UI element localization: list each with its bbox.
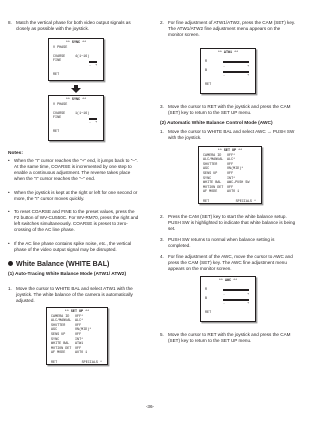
b-label: B: [205, 297, 208, 302]
ret-option: RET: [53, 73, 60, 78]
down-arrow-icon: [71, 88, 81, 93]
setup-item-value: INT*: [227, 176, 236, 181]
step-number: 2.: [160, 214, 164, 219]
plus-sign: +: [247, 301, 249, 306]
step-number: 1.: [160, 129, 164, 134]
note-item: [8, 241, 140, 253]
minus-sign: -: [223, 301, 225, 306]
sync-menu-screen-2: [48, 95, 104, 141]
step-text: For fine adjustment of the AWC, move the cursor to AWC and press the CAM (SET) key. The AWC fine adjustment menu appears on the monitor screen.: [168, 254, 293, 271]
ret-option: RET: [205, 311, 212, 316]
awc-menu-screen: [200, 276, 256, 322]
step-4b: [160, 254, 296, 272]
setup-item-label: WHITE BAL: [51, 342, 70, 347]
step-2: [160, 20, 296, 38]
setup-item-label: MOTION DET: [51, 346, 72, 351]
setup-item-value: ATW1: [75, 342, 84, 347]
setup-item-value: ON(MID)*: [227, 167, 244, 172]
note-text: To reset COARSE and FINE to the preset values, press the F2 button of WV-CU550C. For WV-RM70, press the right and left switches simultaneously. COARSE is preset to zero-crossing of the AC line phase.: [14, 209, 139, 232]
step-1b: [160, 129, 296, 141]
sync-menu-screen-1: [48, 38, 104, 81]
screen-title: ** SET UP **: [217, 149, 243, 153]
setup-item-value: OFF: [227, 171, 234, 176]
minus-sign: -: [89, 63, 91, 68]
step-number: 4.: [160, 254, 164, 259]
plus-sign: +: [247, 292, 249, 297]
specials-option: SPECIALS *: [235, 199, 256, 204]
bullet: •: [8, 209, 10, 214]
setup-item-value: ON(MID)*: [75, 328, 92, 333]
setup-item-value: OFF: [227, 185, 234, 190]
step-text: Move the cursor to WHITE BAL and select AWC → PUSH SW with the joystick.: [168, 129, 295, 140]
page-number: -36-: [145, 404, 155, 409]
section-title: White Balance (WHITE BAL): [16, 261, 110, 268]
step-1: [8, 286, 144, 304]
subsection-heading: (2) Automatic White Balance Control Mode (AWC): [160, 121, 273, 126]
step-text: Press the CAM (SET) key to start the white balance setup. PUSH SW is highlighted to indicate that white balance is being set.: [168, 214, 296, 231]
step-number: 8.: [8, 20, 12, 25]
setup-item-label: AGC: [203, 167, 210, 172]
fine-level-bar: [89, 61, 97, 63]
setup-item-label: SHUTTER: [203, 162, 218, 167]
note-item: [8, 209, 140, 233]
setup-item-label: WHITE BAL: [203, 181, 222, 186]
setup-rows: [203, 154, 257, 195]
setup-item-label: AF MODE: [203, 190, 218, 195]
r-label: R: [205, 288, 208, 293]
screen-title: ** SYNC **: [65, 98, 87, 102]
screen-title: ** SET UP **: [64, 310, 90, 314]
r-level-bar: [223, 289, 249, 291]
step-number: 3.: [160, 237, 164, 242]
bullet: •: [8, 190, 10, 195]
setup-item-value: AWC→PUSH SW: [227, 181, 250, 186]
setup-item-label: CAMERA ID: [51, 314, 70, 319]
note-text: If the AC line phase contains spike noise, etc., the vertical phase of the video output signal may be disrupted.: [14, 241, 132, 252]
setup-item-value: ALC*: [227, 158, 236, 163]
note-text: When the "I" cursor reaches the "+" end, it jumps back to "–". At the same time, COARSE is incremented by one step to enable a continuous adjustment. The reverse takes place when the "I" cursor reaches the "–" end.: [14, 158, 138, 181]
setup-rows: [51, 315, 103, 356]
setup-item-value: OFF*: [227, 153, 236, 158]
setup-item-label: ALC/MANUAL: [51, 319, 72, 324]
ret-option: RET: [205, 83, 212, 88]
note-item: [8, 158, 140, 182]
setup-menu-screen-atw: [46, 307, 108, 365]
setup-item-value: OFF: [75, 332, 82, 337]
coarse-label: COARSE: [53, 54, 66, 59]
r-level-bar: [223, 61, 249, 63]
setup-item-label: MOTION DET: [203, 185, 224, 190]
setup-item-value: OFF: [227, 162, 234, 167]
step-text: PUSH SW returns to normal when balance setting is completed.: [168, 237, 275, 248]
section-heading: [8, 261, 109, 269]
note-text: When the joystick is kept at the right or left for one second or more, the "I" cursor moves quickly.: [14, 190, 138, 201]
fine-level-bar: [89, 118, 97, 120]
setup-item-label: SYNC: [203, 176, 212, 181]
fine-label: FINE: [53, 59, 62, 64]
setup-item-label: ALC/MANUAL: [203, 158, 224, 163]
setup-item-label: CAMERA ID: [203, 153, 222, 158]
v-phase-label: V PHASE: [53, 45, 68, 50]
step-number: 1.: [8, 286, 12, 291]
r-label: R: [205, 60, 208, 65]
atw1-menu-screen: [200, 48, 256, 94]
ret-option: RET: [53, 130, 60, 135]
step-3: [160, 104, 296, 116]
setup-item-label: SENS UP: [51, 332, 66, 337]
plus-sign: +: [247, 73, 249, 78]
bullet-disc-icon: [8, 261, 13, 266]
screen-title: ** ATW1 **: [217, 51, 239, 55]
minus-sign: -: [223, 73, 225, 78]
setup-item-value: OFF: [75, 346, 82, 351]
b-level-bar: [223, 71, 249, 73]
coarse-label: COARSE: [53, 111, 66, 116]
step-8: [8, 20, 144, 32]
setup-item-label: SYNC: [51, 337, 60, 342]
b-label: B: [205, 69, 208, 74]
plus-sign: +: [95, 63, 97, 68]
bullet: •: [8, 158, 10, 163]
plus-sign: +: [95, 120, 97, 125]
setup-item-label: SHUTTER: [51, 323, 66, 328]
setup-item-value: AUTO 1: [75, 351, 88, 356]
step-number: 3.: [160, 104, 164, 109]
setup-item-label: AF MODE: [51, 351, 66, 356]
screen-title: ** SYNC **: [65, 41, 87, 45]
screen-title: ** AWC **: [218, 279, 238, 283]
step-text: For fine adjustment of ATW1/ATW2, press the CAM (SET) key. The ATW1/ATW2 fine adjustment menu appears on the monitor screen.: [168, 20, 296, 37]
step-number: 5.: [160, 332, 164, 337]
plus-sign: +: [247, 64, 249, 69]
minus-sign: -: [223, 64, 225, 69]
subsection-heading: (1) Auto-Tracing White Balance Mode (ATW1/ ATW2): [8, 272, 127, 277]
step-text: Match the vertical phase for both video output signals as closely as possible with the joystick.: [16, 20, 131, 31]
step-5b: [160, 332, 296, 344]
step-number: 2.: [160, 20, 164, 25]
coarse-value: 4(1~16): [75, 54, 90, 59]
fine-label: FINE: [53, 116, 62, 121]
step-text: Move the cursor to RET with the joystick and press the CAM (SET) key to return to the SET UP menu.: [168, 332, 291, 343]
ret-option: RET: [203, 199, 210, 204]
setup-item-label: SENS UP: [203, 171, 218, 176]
step-text: Move the cursor to RET with the joystick and press the CAM (SET) key to return to the SET UP menu.: [168, 104, 291, 115]
note-item: [8, 190, 140, 202]
step-3b: [160, 237, 296, 249]
setup-item-value: OFF*: [75, 314, 84, 319]
bullet: •: [8, 241, 10, 246]
b-level-bar: [223, 299, 249, 301]
ret-option: RET: [51, 360, 58, 365]
step-2b: [160, 214, 296, 232]
setup-item-value: INT*: [75, 337, 84, 342]
setup-item-value: AUTO 1: [227, 190, 240, 195]
coarse-value: 1(1~16): [75, 111, 90, 116]
notes-title: Notes:: [8, 151, 23, 156]
setup-menu-screen-awc: [198, 146, 262, 204]
v-phase-label: V PHASE: [53, 102, 68, 107]
minus-sign: -: [89, 120, 91, 125]
setup-item-value: ALC*: [75, 319, 84, 324]
setup-item-value: OFF: [75, 323, 82, 328]
setup-item-label: AGC: [51, 328, 58, 333]
step-text: Move the cursor to WHITE BAL and select ATW1 with the joystick. The white balance of the camera is automatically adjusted.: [16, 286, 133, 303]
specials-option: SPECIALS *: [81, 360, 102, 365]
minus-sign: -: [223, 292, 225, 297]
